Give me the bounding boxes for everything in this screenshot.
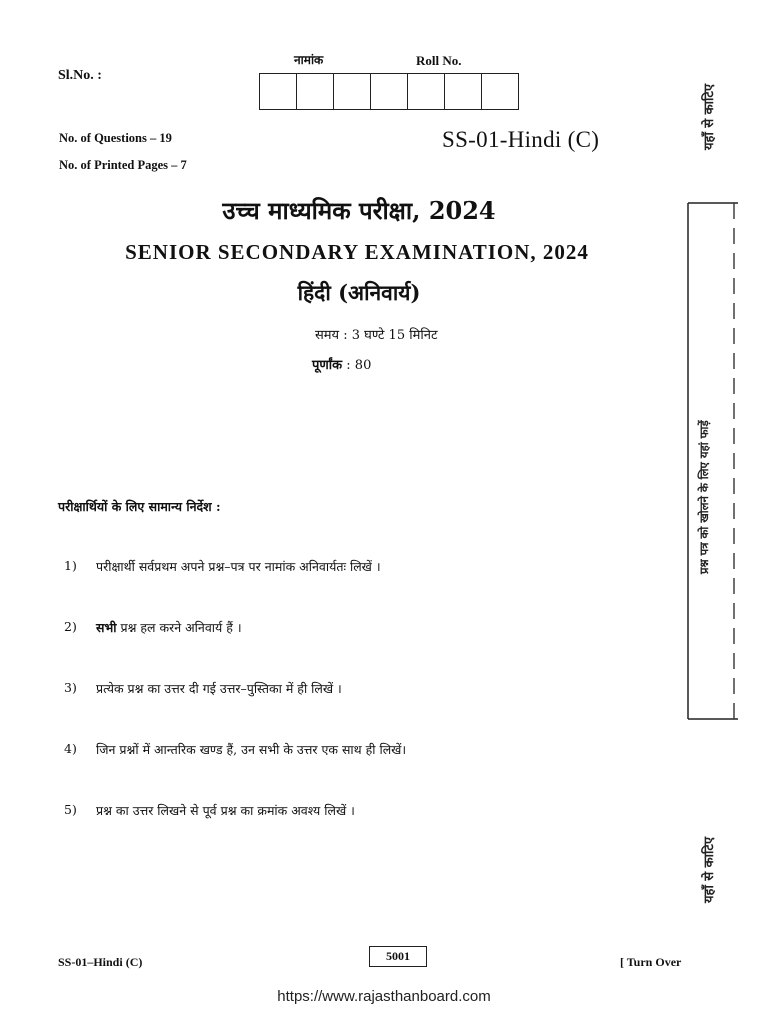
cut-here-top (696, 55, 720, 155)
namank-label: नामांक (294, 53, 324, 67)
roll-box (371, 74, 408, 109)
marks-label: पूर्णांक (312, 358, 343, 373)
serial-number-label: Sl.No. : (58, 68, 102, 83)
turn-over-label: [ Turn Over (620, 955, 682, 969)
instruction-text: प्रश्न का उत्तर लिखने से पूर्व प्रश्न का क्रमांक अवश्य लिखें । (96, 803, 355, 818)
tear-here-text: प्रश्न पत्र को खोलने के लिए यहां फाड़ें (697, 420, 711, 574)
instruction-text: परीक्षार्थी सर्वप्रथम अपने प्रश्न–पत्र पर नामांक अनिवार्यतः लिखें । (96, 559, 381, 574)
roll-box (334, 74, 371, 109)
instruction-text: प्रत्येक प्रश्न का उत्तर दी गई उत्तर–पुस्तिका में ही लिखें । (96, 681, 342, 696)
instruction-text: जिन प्रश्नों में आन्तरिक खण्ड हैं, उन सभी के उत्तर एक साथ ही लिखें। (96, 742, 407, 757)
instruction-number: 2) (64, 619, 77, 634)
roll-box (408, 74, 445, 109)
instruction-emphasis: सभी (96, 620, 117, 635)
exam-title-hindi-text: उच्च माध्यमिक परीक्षा, 2024 (222, 196, 496, 225)
number-of-pages: No. of Printed Pages – 7 (59, 158, 187, 172)
instruction-number: 3) (64, 680, 77, 695)
instruction-number: 4) (64, 741, 77, 756)
instruction-number: 5) (64, 802, 77, 817)
footer-page-number: 5001 (369, 946, 427, 967)
exam-title-english: SENIOR SECONDARY EXAMINATION, 2024 (125, 240, 589, 264)
total-marks: पूर्णांक : 80 (312, 358, 372, 373)
instructions-heading: परीक्षार्थियों के लिए सामान्य निर्देश : (58, 499, 221, 514)
instruction-item (64, 680, 342, 697)
marks-value: 80 (354, 358, 372, 373)
roll-number-boxes (259, 73, 519, 110)
roll-box (260, 74, 297, 109)
cut-here-bottom (696, 808, 720, 908)
paper-code: SS-01-Hindi (C) (442, 127, 600, 152)
footer-paper-code: SS-01–Hindi (C) (58, 955, 143, 969)
roll-box (482, 74, 518, 109)
instruction-text: प्रश्न हल करने अनिवार्य हैं । (120, 620, 242, 635)
instruction-item (64, 619, 242, 636)
instruction-item (64, 741, 406, 758)
exam-time: समय : 3 घण्टे 15 मिनिट (315, 328, 438, 343)
roll-number-label: Roll No. (416, 53, 462, 68)
instruction-item (64, 558, 381, 575)
roll-box (445, 74, 482, 109)
cut-here-top-text: यहाँ से काटिए (702, 83, 717, 150)
roll-box (297, 74, 334, 109)
instruction-number: 1) (64, 558, 77, 573)
exam-title-hindi (0, 194, 768, 227)
tear-here-instruction (690, 360, 716, 580)
source-url[interactable]: https://www.rajasthanboard.com (277, 988, 491, 1005)
subject-title (0, 279, 768, 307)
cut-here-bottom-text: यहाँ से काटिए (702, 836, 717, 903)
number-of-questions: No. of Questions – 19 (59, 131, 172, 145)
instruction-item (64, 802, 355, 819)
subject-title-text: हिंदी (अनिवार्य) (297, 280, 421, 305)
